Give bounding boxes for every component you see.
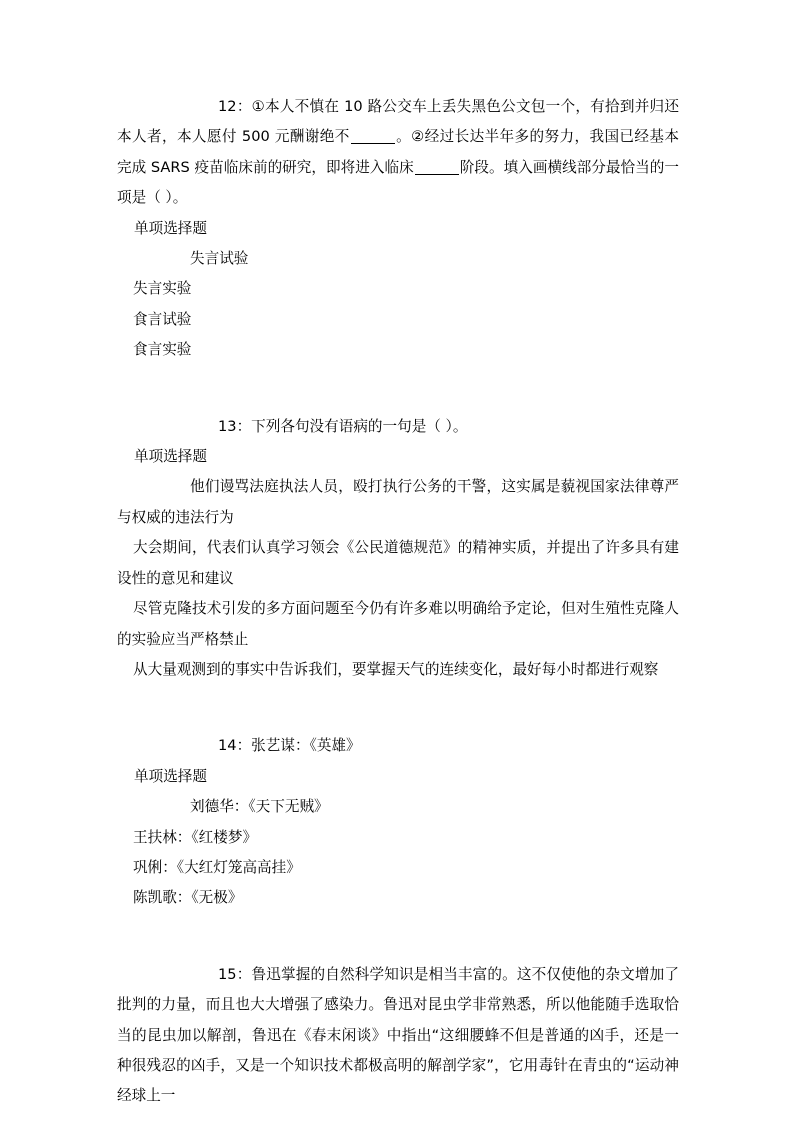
question-block-15 bbox=[117, 960, 679, 1112]
question-14-type-label: 单项选择题 bbox=[134, 767, 207, 785]
fill-blank-1 bbox=[351, 143, 395, 144]
question-13-stem: 13：下列各句没有语病的一句是（ ）。 bbox=[218, 417, 468, 435]
question-12-stem-part-1: 12：①本人不慎在 10 路公交车上丢失黑色公文包一个，有拾到并归还本人者，本人愿付 500 元酬谢绝不 bbox=[117, 98, 679, 146]
question-14-option-d[interactable]: 陈凯歌：《无极》 bbox=[133, 889, 243, 907]
question-block-13 bbox=[117, 412, 679, 686]
block-spacer-12-13 bbox=[117, 366, 679, 412]
question-12-stem-part-3: 阶段。填入画横线部分最恰当的一项是（ ）。 bbox=[117, 158, 679, 207]
question-12-type-label: 单项选择题 bbox=[134, 219, 207, 237]
question-13-option-b[interactable]: 大会期间，代表们认真学习领会《公民道德规范》的精神实质，并提出了许多具有建设性的意见和建议 bbox=[117, 539, 679, 587]
question-13-option-c[interactable]: 尽管克隆技术引发的多方面问题至今仍有许多难以明确给予定论，但对生殖性克隆人的实验应当严格禁止 bbox=[117, 600, 679, 648]
question-13-option-d[interactable]: 从大量观测到的事实中告诉我们，要掌握天气的连续变化，最好每小时都进行观察 bbox=[133, 660, 659, 678]
question-12-stem bbox=[117, 92, 679, 214]
question-block-14 bbox=[117, 731, 679, 913]
question-12-stem-part-2: 。②经过长达半年多的努力，我国已经基本完成 SARS 疫苗临床前的研究，即将进入临床 bbox=[117, 128, 679, 176]
question-15-stem: 15：鲁迅掌握的自然科学知识是相当丰富的。这不仅使他的杂文增加了批判的力量，而且也大大增强了感染力。鲁迅对昆虫学非常熟悉，所以他能随手选取恰当的昆虫加以解剖，鲁迅在《春末闲谈》中指出“这细腰蜂不但是普通的凶手，还是一种很残忍的凶手，又是一个知识技术都极高明的解剖学家”，它用毒针在青虫的“运动神经球上一 bbox=[117, 965, 679, 1105]
block-spacer-14-15 bbox=[117, 914, 679, 960]
question-12-option-b[interactable]: 失言实验 bbox=[133, 280, 192, 298]
question-14-option-a[interactable]: 刘德华：《天下无贼》 bbox=[190, 798, 329, 816]
block-spacer-13-14 bbox=[117, 685, 679, 731]
question-13-option-a[interactable]: 他们谩骂法庭执法人员，殴打执行公务的干警，这实属是藐视国家法律尊严与权威的违法行为 bbox=[117, 478, 679, 526]
question-12-option-a[interactable]: 失言试验 bbox=[190, 250, 249, 268]
question-block-12 bbox=[117, 92, 679, 366]
question-12-option-d[interactable]: 食言实验 bbox=[133, 341, 192, 359]
question-12-option-c[interactable]: 食言试验 bbox=[133, 310, 192, 328]
question-13-type-label: 单项选择题 bbox=[134, 448, 207, 466]
question-14-option-b[interactable]: 王扶林：《红楼梦》 bbox=[133, 828, 258, 846]
question-14-option-c[interactable]: 巩俐：《大红灯笼高高挂》 bbox=[133, 858, 301, 876]
question-14-stem: 14：张艺谋：《英雄》 bbox=[218, 737, 361, 755]
fill-blank-2 bbox=[415, 174, 459, 175]
document-content bbox=[117, 92, 679, 1112]
